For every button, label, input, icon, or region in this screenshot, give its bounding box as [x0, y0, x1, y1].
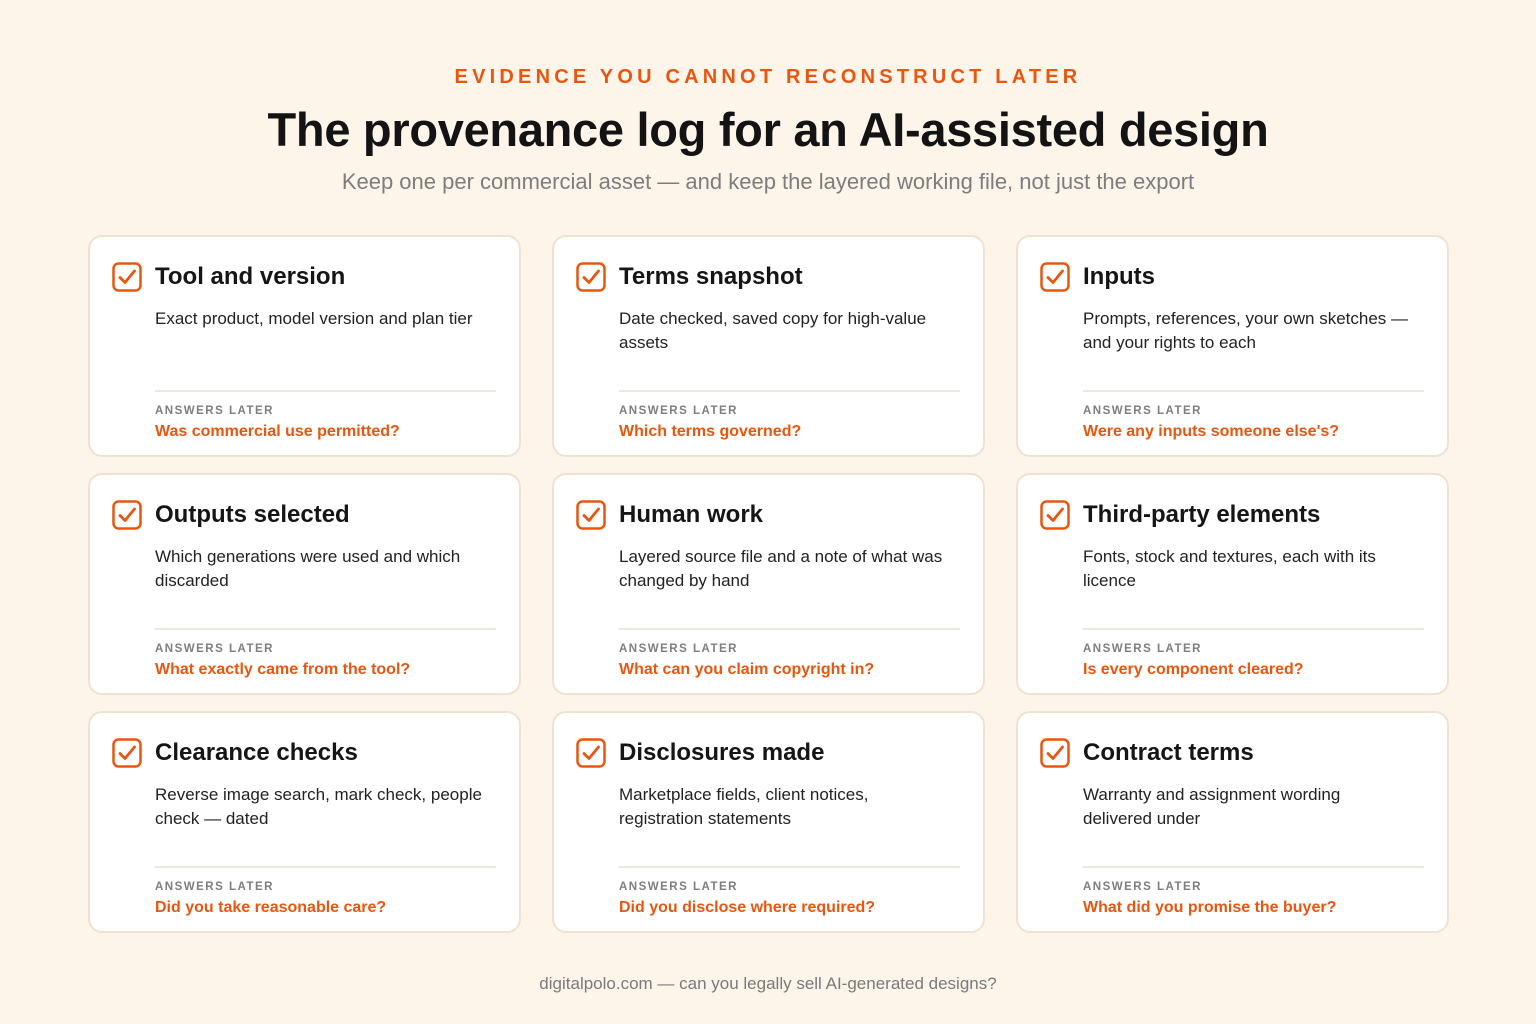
card-inputs	[1016, 235, 1449, 457]
answers-later-label: ANSWERS LATER	[619, 405, 738, 417]
answers-later-question: Is every component cleared?	[1083, 661, 1304, 678]
page-subtitle: Keep one per commercial asset — and keep the layered working file, not just the export	[341, 169, 1195, 194]
card-divider	[155, 390, 496, 392]
card-description: Date checked, saved copy for high-value assets	[619, 309, 927, 352]
card-description: Reverse image search, mark check, people check — dated	[155, 785, 482, 828]
checkbox-checked-icon	[1040, 262, 1070, 292]
card-title: Human work	[619, 501, 764, 528]
card-divider	[619, 628, 960, 630]
card-description: Layered source file and a note of what was changed by hand	[619, 547, 943, 590]
checkbox-checked-icon	[112, 738, 142, 768]
answers-later-question: What did you promise the buyer?	[1083, 899, 1337, 916]
card-divider	[1083, 390, 1424, 392]
answers-later-label: ANSWERS LATER	[155, 643, 274, 655]
answers-later-question: Did you disclose where required?	[619, 899, 876, 916]
answers-later-question: What can you claim copyright in?	[619, 661, 875, 678]
card-title: Inputs	[1083, 263, 1155, 290]
provenance-grid	[88, 235, 1449, 933]
card-divider	[155, 866, 496, 868]
answers-later-question: Which terms governed?	[619, 423, 802, 440]
answers-later-label: ANSWERS LATER	[619, 881, 738, 893]
card-title: Tool and version	[155, 263, 346, 290]
card-description: Fonts, stock and textures, each with its licence	[1083, 547, 1376, 590]
card-disclosures-made	[552, 711, 985, 933]
card-description: Marketplace fields, client notices, registration statements	[619, 785, 869, 828]
card-title: Terms snapshot	[619, 263, 803, 290]
card-third-party-elements	[1016, 473, 1449, 695]
checkbox-checked-icon	[576, 262, 606, 292]
page-title: The provenance log for an AI-assisted design	[267, 103, 1269, 156]
answers-later-label: ANSWERS LATER	[1083, 643, 1202, 655]
answers-later-label: ANSWERS LATER	[155, 881, 274, 893]
checkbox-checked-icon	[112, 500, 142, 530]
checkbox-checked-icon	[112, 262, 142, 292]
card-terms-snapshot	[552, 235, 985, 457]
card-description: Warranty and assignment wording delivered under	[1083, 785, 1341, 828]
card-title: Third-party elements	[1083, 501, 1321, 528]
checkbox-checked-icon	[1040, 500, 1070, 530]
checkbox-checked-icon	[576, 738, 606, 768]
card-divider	[619, 866, 960, 868]
answers-later-question: What exactly came from the tool?	[155, 661, 411, 678]
card-description: Which generations were used and which discarded	[155, 547, 461, 590]
card-divider	[1083, 866, 1424, 868]
card-contract-terms	[1016, 711, 1449, 933]
answers-later-question: Were any inputs someone else's?	[1083, 423, 1340, 440]
card-divider	[1083, 628, 1424, 630]
answers-later-question: Was commercial use permitted?	[155, 423, 400, 440]
card-divider	[619, 390, 960, 392]
footer-source: digitalpolo.com — can you legally sell AI-generated designs?	[539, 974, 997, 993]
card-clearance-checks	[88, 711, 521, 933]
answers-later-label: ANSWERS LATER	[1083, 881, 1202, 893]
eyebrow-label: EVIDENCE YOU CANNOT RECONSTRUCT LATER	[454, 66, 1082, 88]
card-title: Contract terms	[1083, 739, 1254, 766]
answers-later-label: ANSWERS LATER	[1083, 405, 1202, 417]
card-description: Prompts, references, your own sketches — and your rights to each	[1083, 309, 1409, 352]
card-divider	[155, 628, 496, 630]
card-title: Outputs selected	[155, 501, 350, 528]
answers-later-question: Did you take reasonable care?	[155, 899, 387, 916]
card-tool-and-version	[88, 235, 521, 457]
answers-later-label: ANSWERS LATER	[155, 405, 274, 417]
answers-later-label: ANSWERS LATER	[619, 643, 738, 655]
card-human-work	[552, 473, 985, 695]
card-title: Disclosures made	[619, 739, 825, 766]
card-description: Exact product, model version and plan tier	[155, 309, 473, 328]
checkbox-checked-icon	[1040, 738, 1070, 768]
checkbox-checked-icon	[576, 500, 606, 530]
card-outputs-selected	[88, 473, 521, 695]
card-title: Clearance checks	[155, 739, 358, 766]
